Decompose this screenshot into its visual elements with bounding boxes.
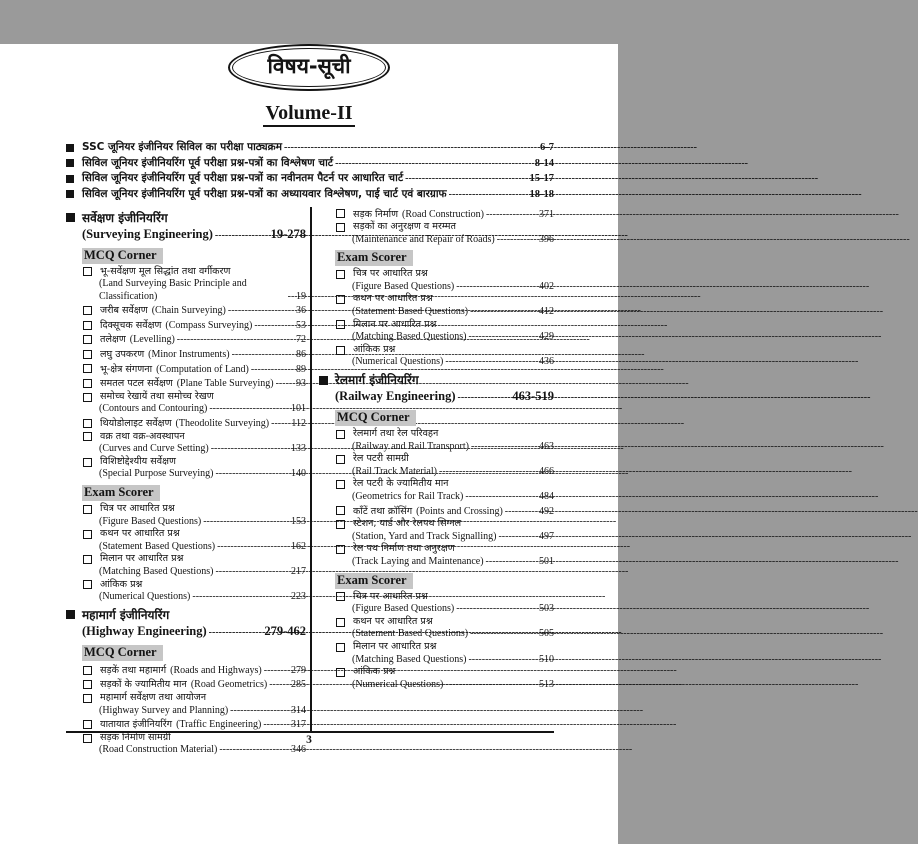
entry-title-english: (Statement Based Questions) (352, 306, 469, 318)
entry-title-hindi: समतल पटल सर्वेक्षण (100, 378, 173, 390)
toc-entry (66, 553, 306, 578)
entry-title-hindi: आंकिक प्रश्न (100, 578, 143, 590)
entry-page: 429 (539, 331, 554, 343)
dash-leader (405, 171, 523, 186)
toc-column-left (66, 207, 306, 756)
column-divider (310, 207, 312, 731)
entry-title-english: (Maintenance and Repair of Roads) (352, 233, 495, 245)
entry-title-hindi: काँटें तथा क्रॉसिंग (353, 505, 413, 517)
entry-page: 346 (291, 744, 306, 756)
entry-title-english: (Railway and Rail Transport) (352, 440, 469, 452)
section-heading (66, 210, 306, 244)
dash-leader (456, 281, 536, 294)
entry-title-hindi: मिलान पर आधारित प्रश्न (353, 640, 437, 652)
entry-page: 317 (291, 719, 306, 731)
dash-leader (215, 468, 288, 481)
entry-page: 279 (291, 664, 306, 676)
entry-title-english: (Numerical Questions) (99, 591, 191, 603)
toc-entry (66, 677, 306, 692)
group-heading (66, 483, 306, 501)
toc-columns (66, 207, 554, 756)
entry-title-english: (Theodolite Surveying) (175, 418, 270, 430)
dash-leader (439, 466, 536, 479)
dash-leader (505, 506, 536, 519)
dash-leader (449, 187, 524, 202)
group-label: Exam Scorer (82, 485, 160, 501)
entry-page: 86 (296, 349, 306, 361)
entry-page: 396 (539, 233, 554, 245)
checkbox-bullet-icon (336, 643, 345, 652)
checkbox-bullet-icon (83, 306, 92, 315)
toc-entry (66, 528, 306, 553)
entry-title-hindi: सड़क निर्माण सामग्री (100, 731, 171, 743)
entry-title-hindi: थियोडोलाइट सर्वेक्षण (100, 418, 172, 430)
toc-entry (66, 416, 306, 431)
entry-title-english: (Numerical Questions) (352, 356, 444, 368)
entry-title (100, 376, 274, 391)
entry-title-hindi: दिक्सूचक सर्वेक्षण (100, 319, 162, 331)
entry-title (100, 717, 261, 732)
group-label: Exam Scorer (335, 573, 413, 589)
filled-square-bullet-icon (66, 144, 74, 152)
dash-leader (209, 624, 260, 641)
entry-title-hindi: सड़कों के ज्यामितीय मान (100, 679, 187, 691)
toc-entry (319, 453, 554, 478)
group-heading (319, 408, 554, 426)
checkbox-bullet-icon (336, 455, 345, 464)
section-heading (66, 607, 306, 641)
dash-leader (203, 516, 288, 529)
checkbox-bullet-icon (83, 505, 92, 514)
entry-title-hindi: कथन पर आधारित प्रश्न (100, 528, 180, 540)
group-heading (66, 643, 306, 661)
entry-title-english: (Road Construction Material) (99, 744, 218, 756)
dash-leader (232, 349, 293, 362)
toc-entry (66, 456, 306, 481)
entry-title-english: (Contours and Contouring) (99, 403, 208, 415)
intro-list (66, 140, 554, 202)
volume-label: Volume-II (263, 102, 354, 127)
entry-title-english: (Road Geometrics) (190, 679, 268, 691)
dash-leader (445, 679, 536, 692)
intro-item-text: सिविल जूनियर इंजीनियरिंग पूर्व परीक्षा प्रश्न-पत्रों का अध्यायवार विश्लेषण, पाई चार्ट एवं बारग्राफ (82, 187, 447, 200)
entry-title-english: (Matching Based Questions) (99, 565, 214, 577)
toc-entry (319, 641, 554, 666)
entry-title-hindi: चित्र पर आधारित प्रश्न (353, 590, 428, 602)
dash-leader (276, 378, 293, 391)
intro-item-text: सिविल जूनियर इंजीनियरिंग पूर्व परीक्षा प्रश्न-पत्रों का नवीनतम पैटर्न पर आधारित चार्ट (82, 172, 404, 184)
section-page-range: 19-278 (270, 226, 306, 241)
dash-leader (217, 541, 288, 554)
entry-page: 19 (296, 290, 306, 302)
entry-title-english: (Road Construction) (402, 208, 484, 220)
dash-leader (335, 156, 529, 171)
checkbox-bullet-icon (83, 379, 92, 388)
entry-title-english: (Statement Based Questions) (99, 540, 216, 552)
entry-title-english: (Levelling) (129, 334, 175, 346)
dash-leader (177, 334, 293, 347)
checkbox-bullet-icon (336, 506, 345, 515)
section-title-english: (Surveying Engineering) (82, 226, 213, 241)
checkbox-bullet-icon (83, 335, 92, 344)
entry-title-english: (Highway Survey and Planning) (99, 704, 229, 716)
toc-entry (66, 717, 306, 732)
section-title-hindi: महामार्ग इंजीनियरिंग (82, 607, 170, 622)
entry-title-english: (Plane Table Surveying) (176, 378, 274, 390)
checkbox-bullet-icon (83, 364, 92, 373)
entry-title (100, 677, 267, 692)
entry-page: 436 (539, 356, 554, 368)
entry-title-hindi: रेलमार्ग तथा रेल परिवहन (353, 428, 439, 440)
toc-entry (66, 391, 306, 416)
group-heading (66, 246, 306, 264)
dash-leader (445, 356, 536, 369)
entry-page: 133 (291, 443, 306, 455)
entry-title-hindi: कथन पर आधारित प्रश्न (353, 293, 433, 305)
dash-leader (471, 441, 536, 454)
page-number: 3 (306, 733, 312, 746)
entry-title-english: (Track Laying and Maintenance) (352, 555, 484, 567)
entry-page: 53 (296, 319, 306, 331)
entry-title-english: (Numerical Questions) (352, 678, 444, 690)
intro-item-pages: 18-18 (529, 188, 554, 200)
checkbox-bullet-icon (83, 530, 92, 539)
toc-entry (66, 347, 306, 362)
group-label: MCQ Corner (82, 645, 163, 661)
entry-title-english: (Compass Surveying) (165, 319, 253, 331)
toc-entry (319, 428, 554, 453)
entry-page: 89 (296, 363, 306, 375)
entry-title-english: (Figure Based Questions) (99, 515, 202, 527)
dash-leader (219, 744, 288, 757)
toc-entry (319, 221, 554, 246)
entry-title-english: (Curves and Curve Setting) (99, 443, 209, 455)
checkbox-bullet-icon (336, 346, 345, 355)
toc-entry (66, 318, 306, 333)
intro-item-text: SSC जूनियर इंजीनियर सिविल का परीक्षा पाठ्यक्रम (82, 141, 282, 153)
entry-title-hindi: यातायात इंजीनियरिंग (100, 719, 173, 731)
checkbox-bullet-icon (336, 668, 345, 677)
entry-title-hindi: समोच्च रेखायें तथा समोच्च रेखण (100, 390, 214, 402)
checkbox-bullet-icon (336, 480, 345, 489)
entry-page: 513 (539, 678, 554, 690)
intro-item (66, 140, 554, 155)
entry-title-hindi: विशिष्टोद्देश्यीय सर्वेक्षण (100, 455, 176, 467)
checkbox-bullet-icon (83, 555, 92, 564)
entry-title-hindi: रेल पथ निर्माण तथा अनुरक्षण (353, 543, 455, 555)
toc-entry (319, 543, 554, 568)
entry-page: 162 (291, 540, 306, 552)
entry-title-english: (Special Purpose Surveying) (99, 468, 214, 480)
dash-leader (288, 291, 293, 304)
filled-square-bullet-icon (66, 175, 74, 183)
entry-title-english: (Roads and Highways) (170, 664, 262, 676)
entry-title-english: (Figure Based Questions) (352, 280, 455, 292)
dash-leader (498, 531, 536, 544)
toc-entry (66, 503, 306, 528)
checkbox-bullet-icon (336, 545, 345, 554)
section-page-range: 463-519 (512, 389, 554, 404)
entry-page: 285 (291, 679, 306, 691)
entry-title-hindi: भू-सर्वेक्षण मूल सिद्धांत तथा वर्गीकरण (100, 265, 231, 277)
dash-leader (264, 665, 288, 678)
intro-item (66, 156, 554, 171)
entry-title-hindi: चित्र पर आधारित प्रश्न (353, 268, 428, 280)
entry-title-hindi: महामार्ग सर्वेक्षण तथा आयोजन (100, 691, 207, 703)
checkbox-bullet-icon (336, 209, 345, 218)
checkbox-bullet-icon (83, 694, 92, 703)
entry-page: 412 (539, 306, 554, 318)
toc-entry (319, 591, 554, 616)
intro-item-pages: 6-7 (540, 142, 554, 153)
dash-leader (470, 306, 536, 319)
filled-square-bullet-icon (66, 213, 75, 222)
entry-title (353, 504, 503, 519)
toc-column-right (319, 207, 554, 731)
filled-square-bullet-icon (66, 159, 74, 167)
entry-page: 223 (291, 591, 306, 603)
entry-title (100, 416, 269, 431)
section-title-english: (Railway Engineering) (335, 389, 456, 404)
entry-page: 93 (296, 378, 306, 390)
entry-title-english: (Minor Instruments) (148, 349, 230, 361)
group-heading (319, 571, 554, 589)
entry-page: 72 (296, 334, 306, 346)
entry-title-hindi: चित्र पर आधारित प्रश्न (100, 503, 175, 514)
entry-page: 36 (296, 305, 306, 317)
toc-entry (66, 266, 306, 304)
entry-page: 510 (539, 653, 554, 665)
dash-leader (486, 209, 536, 222)
entry-title-hindi: मिलान पर आधारित प्रश्न (353, 318, 437, 330)
section-heading (319, 372, 554, 406)
checkbox-bullet-icon (336, 223, 345, 232)
entry-title-english: (Station, Yard and Track Signalling) (352, 530, 497, 542)
entry-title-english: (Geometrics for Rail Track) (352, 491, 464, 502)
dash-leader (271, 418, 288, 431)
section-title-hindi: रेलमार्ग इंजीनियरिंग (335, 373, 419, 388)
toc-entry (319, 616, 554, 641)
title-oval (228, 44, 389, 91)
group-label: MCQ Corner (335, 410, 416, 426)
entry-title-english: (Matching Based Questions) (352, 331, 467, 343)
entry-title-hindi: मिलान पर आधारित प्रश्न (100, 553, 184, 565)
checkbox-bullet-icon (336, 295, 345, 304)
dash-leader (263, 719, 288, 732)
dash-leader (456, 603, 536, 616)
entry-page: 140 (291, 468, 306, 480)
entry-page: 503 (539, 603, 554, 615)
entry-page: 371 (539, 208, 554, 220)
entry-page: 112 (291, 418, 306, 430)
entry-title-hindi: लघु उपकरण (100, 349, 145, 361)
intro-item (66, 187, 554, 202)
entry-page: 101 (291, 403, 306, 415)
dash-leader (251, 364, 293, 377)
dash-leader (486, 556, 536, 569)
entry-title-english: (Statement Based Questions) (352, 628, 469, 640)
toc-entry (66, 663, 306, 678)
entry-title-english: (Computation of Land) (156, 363, 249, 375)
dash-leader (211, 443, 288, 456)
dash-leader (230, 705, 288, 718)
entry-title-english: (Land Surveying Basic Principle and Classification) (99, 278, 247, 302)
checkbox-bullet-icon (83, 419, 92, 428)
toc-entry (319, 504, 554, 519)
page-title: विषय-सूची (267, 54, 351, 78)
checkbox-bullet-icon (83, 666, 92, 675)
entry-title-hindi: रेल पटरी के ज्यामितीय मान (353, 478, 449, 490)
checkbox-bullet-icon (336, 592, 345, 601)
entry-title-hindi: भू-क्षेत्र संगणना (100, 363, 153, 375)
entry-title-hindi: जरीब सर्वेक्षण (100, 305, 148, 317)
checkbox-bullet-icon (83, 734, 92, 743)
entry-title-hindi: सड़कों का अनुरक्षण व मरम्मत (353, 221, 456, 233)
entry-title (100, 347, 230, 362)
book-page (0, 44, 618, 844)
entry-title-hindi: तलेक्षण (100, 334, 126, 346)
toc-entry (319, 666, 554, 691)
entry-page: 484 (539, 491, 554, 502)
entry-page: 463 (539, 440, 554, 452)
dash-leader (215, 227, 266, 244)
entry-page: 492 (539, 505, 554, 517)
dash-leader (269, 679, 288, 692)
dash-leader (465, 491, 536, 504)
toc-entry (66, 376, 306, 391)
checkbox-bullet-icon (336, 270, 345, 279)
entry-page: 402 (539, 280, 554, 292)
entry-title-hindi: स्टेशन, यार्ड और रेलपथ सिग्नल (353, 518, 462, 530)
group-label: MCQ Corner (82, 248, 163, 264)
toc-entry (319, 518, 554, 543)
dash-leader (215, 566, 288, 579)
entry-title-hindi: सड़कें तथा महामार्ग (100, 664, 167, 676)
checkbox-bullet-icon (83, 680, 92, 689)
dash-leader (209, 403, 288, 416)
checkbox-bullet-icon (336, 520, 345, 529)
toc-entry (66, 692, 306, 717)
toc-entry (319, 207, 554, 222)
dash-leader (192, 591, 288, 604)
toc-entry (319, 268, 554, 293)
toc-entry (66, 431, 306, 456)
intro-item-pages: 8-14 (534, 157, 554, 169)
intro-item-pages: 15-17 (529, 173, 554, 184)
dash-leader (497, 234, 536, 247)
filled-square-bullet-icon (66, 190, 74, 198)
checkbox-bullet-icon (83, 432, 92, 441)
entry-title (100, 332, 175, 347)
toc-entry (66, 332, 306, 347)
filled-square-bullet-icon (66, 610, 75, 619)
section-title-hindi: सर्वेक्षण इंजीनियरिंग (82, 210, 168, 225)
dash-leader (284, 140, 534, 155)
dash-leader (228, 305, 293, 318)
entry-title-hindi: आंकिक प्रश्न (353, 666, 396, 678)
checkbox-bullet-icon (83, 267, 92, 276)
intro-item-text: सिविल जूनियर इंजीनियरिंग पूर्व परीक्षा प्रश्न-पत्रों का विश्लेषण चार्ट (82, 156, 334, 169)
toc-entry (319, 344, 554, 369)
entry-title-hindi: वक्र तथा वक्र-अवस्थापन (100, 430, 185, 442)
entry-page: 314 (291, 704, 306, 716)
group-heading (319, 248, 554, 266)
entry-title-english: (Chain Surveying) (151, 305, 226, 317)
section-title-english: (Highway Engineering) (82, 623, 207, 638)
entry-title-hindi: रेल पटरी सामग्री (353, 453, 409, 465)
checkbox-bullet-icon (336, 320, 345, 329)
group-label: Exam Scorer (335, 250, 413, 266)
dash-leader (468, 331, 536, 344)
dash-leader (457, 389, 507, 406)
checkbox-bullet-icon (336, 430, 345, 439)
toc-entry (319, 293, 554, 318)
entry-title-english: (Matching Based Questions) (352, 653, 467, 665)
entry-title-hindi: सड़क निर्माण (353, 208, 399, 220)
entry-page: 153 (291, 515, 306, 527)
entry-title (353, 207, 484, 222)
entry-title-hindi: आंकिक प्रश्न (353, 343, 396, 355)
entry-page: 497 (539, 530, 554, 542)
checkbox-bullet-icon (83, 720, 92, 729)
entry-title-hindi: कथन पर आधारित प्रश्न (353, 615, 433, 627)
toc-entry (319, 478, 554, 503)
entry-page: 505 (539, 628, 554, 640)
entry-title (100, 663, 262, 678)
entry-title (100, 318, 252, 333)
checkbox-bullet-icon (83, 458, 92, 467)
entry-title-english: (Traffic Engineering) (176, 719, 262, 731)
toc-entry (66, 303, 306, 318)
checkbox-bullet-icon (336, 618, 345, 627)
toc-entry (66, 579, 306, 604)
dash-leader (468, 654, 536, 667)
checkbox-bullet-icon (83, 321, 92, 330)
section-page-range: 279-462 (264, 623, 306, 638)
volume-heading (0, 102, 618, 127)
entry-title-english: (Figure Based Questions) (352, 603, 455, 615)
entry-title-english: (Points and Crossing) (416, 505, 503, 517)
checkbox-bullet-icon (83, 580, 92, 589)
toc-entry (66, 732, 306, 757)
toc-entry (319, 319, 554, 344)
dash-leader (470, 628, 536, 641)
intro-item (66, 171, 554, 186)
entry-title-english: (Rail Track Material) (352, 465, 437, 477)
toc-entry (66, 362, 306, 377)
entry-page: 501 (539, 555, 554, 567)
checkbox-bullet-icon (83, 350, 92, 359)
checkbox-bullet-icon (83, 393, 92, 402)
entry-page: 217 (291, 565, 306, 577)
filled-square-bullet-icon (319, 376, 328, 385)
dash-leader (254, 320, 293, 333)
entry-page: 466 (539, 465, 554, 477)
